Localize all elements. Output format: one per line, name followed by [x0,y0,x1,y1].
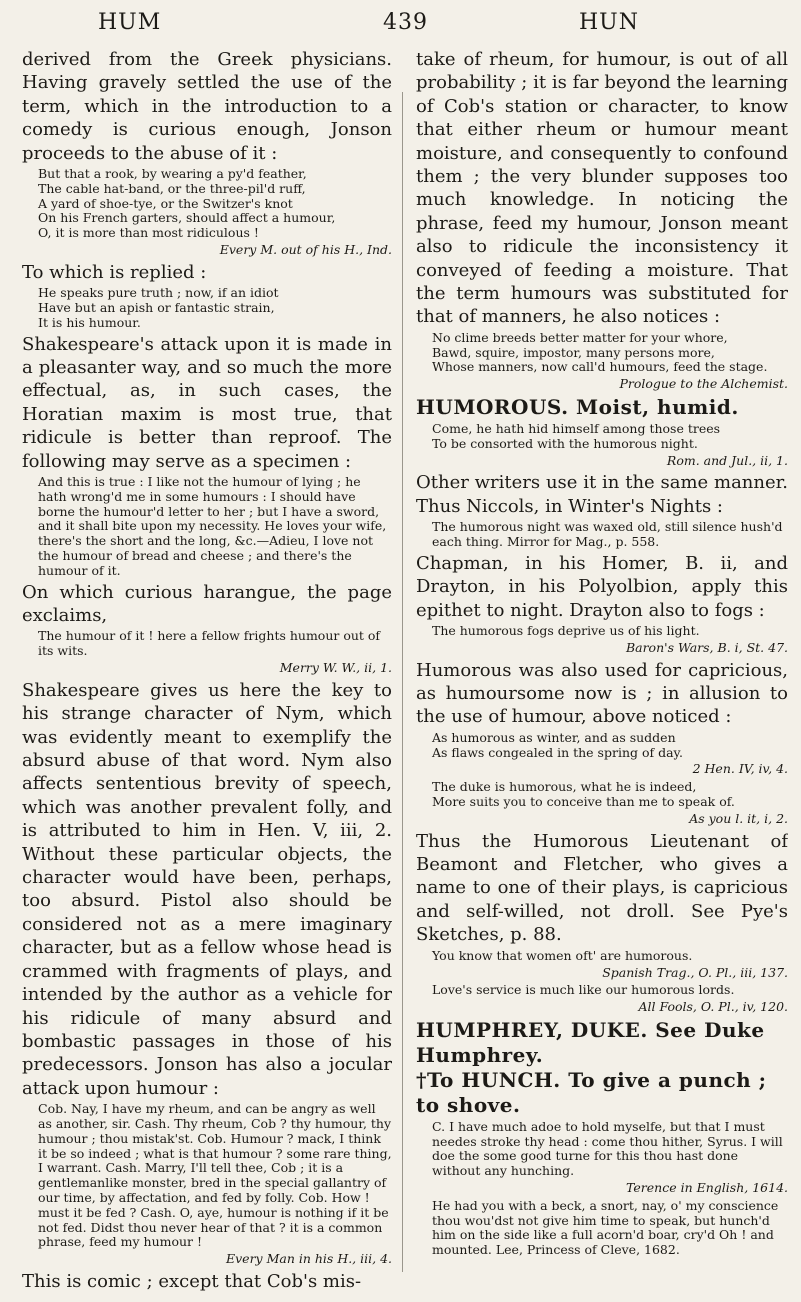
quote-line: To be consorted with the humorous night. [432,435,698,451]
quote-line: And this is true : I like not the humour of lying ; he hath wrong'd me in some humours : I should have borne the humour'd letter to her ; but I have a sword, and it shall bite upon my necessity. He loves your wife, there's the short and the long, &c.—Adieu, I love not the humour of bread and cheese ; and there's the humour of it. [38,474,387,578]
body-paragraph: take of rheum, for humour, is out of all probability ; it is far beyond the learning of Cob's station or character, to know that either rheum or humour meant moisture, and consequently to confound them ; the very blunder supposes too much knowledge. In noticing the phrase, feed my humour, Jonson meant also to ridicule the inconsistency it conveyed of feeding a moisture. That the term humours was substituted for that of manners, he also notices : [416,49,788,328]
citation: Rom. and Jul., ii, 1. [666,452,788,468]
quotation [22,1102,392,1250]
left-column [22,48,392,1298]
quote-line: Love's service is much like our humorous lords. [432,982,735,998]
citation: As you l. it, i, 2. [689,810,788,826]
quotation [416,731,788,761]
citation: Terence in English, 1614. [626,1180,788,1196]
quote-line: He speaks pure truth ; now, if an idiot [38,285,279,301]
quote-line: The humorous night was waxed old, still silence hush'd each thing. Mirror for Mag., p. 558. [432,519,783,550]
citation: Baron's Wars, B. i, St. 47. [625,639,788,655]
citation: Merry W. W., ii, 1. [279,660,392,676]
quotation [416,983,788,998]
quotation [416,780,788,810]
quote-line: The humorous fogs deprive us of his light. [432,623,700,639]
body-paragraph: Humorous was also used for capricious, as humoursome now is ; in allusion to the use of humour, above noticed : [416,659,788,728]
entry-headword: HUMOROUS. Moist, humid. [416,395,739,420]
body-paragraph: On which curious harangue, the page exclaims, [22,581,392,627]
quote-line: He had you with a beck, a snort, nay, o' my conscience thou wou'dst not give him time to speak, but hunch'd him on the side like a full acorn'd boar, cry'd Oh ! and mounted. Lee, Princess of Cleve, 1682. [432,1197,779,1258]
body-paragraph: derived from the Greek physicians. Having gravely settled the use of the term, which in the introduction to a comedy is curious enough, Jonson proceeds to the abuse of it : [22,49,392,164]
quote-line: But that a rook, by wearing a py'd feather, [38,166,307,182]
body-paragraph: Thus the Humorous Lieutenant of Beamont and Fletcher, who gives a name to one of their plays, is capricious and self-willed, not droll. See Pye's Sketches, p. 88. [416,830,788,946]
quote-line: More suits you to conceive than me to speak of. [432,794,735,810]
quote-line: It is his humour. [38,314,141,330]
body-paragraph: This is comic ; except that Cob's mis- [22,1270,362,1292]
citation: Spanish Trag., O. Pl., iii, 137. [602,964,788,980]
body-paragraph: To which is replied : [22,261,207,283]
quote-line: As flaws congealed in the spring of day. [432,744,683,760]
quotation [416,520,788,550]
page-header [0,10,801,44]
quote-line: As humorous as winter, and as sudden [432,729,676,745]
citation: Every Man in his H., iii, 4. [225,1251,392,1267]
quotation [416,331,788,375]
citation: 2 Hen. IV, iv, 4. [692,761,788,777]
quotation [22,475,392,579]
quote-line: The duke is humorous, what he is indeed, [432,779,697,795]
quote-line: C. I have much adoe to hold myselfe, but that I must needes stroke thy head : come thou hither, Syrus. I will doe the some good turne for this thou hast done without any hunching. [432,1118,783,1179]
quotation [416,1199,788,1258]
quote-line: Have but an apish or fantastic strain, [38,300,275,316]
quotation [416,422,788,452]
quote-line: On his French garters, should affect a humour, [38,210,336,226]
quote-line: Whose manners, now call'd humours, feed the stage. [432,359,768,375]
quote-line: The cable hat-band, or the three-pil'd ruff, [38,180,306,196]
entry-headword: HUMPHREY, DUKE. See Duke Humphrey. [416,1017,765,1067]
entry-headword: †To HUNCH. To give a punch ; to shove. [416,1067,767,1117]
quote-line: O, it is more than most ridiculous ! [38,225,259,241]
header-right-word: HUN [579,10,639,35]
citation: Prologue to the Alchemist. [619,376,788,392]
body-paragraph: Chapman, in his Homer, B. ii, and Drayton, in his Polyolbion, apply this epithet to night. Drayton also to fogs : [416,552,788,621]
citation: All Fools, O. Pl., iv, 120. [638,999,788,1015]
body-paragraph: Shakespeare's attack upon it is made in a pleasanter way, and so much the more effectual, as, in such cases, the Horatian maxim is most true, that ridicule is better than reproof. The following may serve as a specimen : [22,333,392,472]
body-paragraph: Shakespeare gives us here the key to his strange character of Nym, which was evidently meant to exemplify the absurd abuse of that word. Nym also affects sententious brevity of speech, which was another prevalent folly, and is attributed to him in Hen. V, iii, 2. Without these particular objects, the character would have been, perhaps, too absurd. Pistol also should be considered not as a mere imaginary character, but as a fellow whose head is crammed with fragments of plays, and intended by the author as a vehicle for his ridicule of many absurd and bombastic passages in those of his predecessors. Jonson has also a jocular attack upon humour : [22,679,392,1099]
page-number: 439 [383,10,428,35]
right-column [416,48,788,1298]
quote-line: Come, he hath hid himself among those trees [432,421,721,437]
quote-line: A yard of shoe-tye, or the Switzer's knot [38,195,293,211]
quotation [416,1120,788,1179]
body-paragraph: Other writers use it in the same manner. Thus Niccols, in Winter's Nights : [416,472,788,517]
quote-line: The humour of it ! here a fellow frights humour out of its wits. [38,628,381,659]
quotation [22,629,392,659]
quote-line: No clime breeds better matter for your whore, [432,329,728,345]
column-divider [402,92,403,1272]
quotation [22,167,392,241]
quote-line: You know that women oft' are humorous. [432,947,693,963]
quotation [416,949,788,964]
quote-line: Cob. Nay, I have my rheum, and can be angry as well as another, sir. Cash. Thy rheum, Cob ? thy humour, thy humour ; thou mistak'st. Cob. Humour ? mack, I think it be so indeed ; what is that humour ? some rare thing, I warrant. Cash. Marry, I'll tell thee, Cob ; it is a gentlemanlike monster, bred in the special gallantry of our time, by affectation, and fed by folly. Cob. How ! must it be fed ? Cash. O, aye, humour is nothing if it be not fed. Didst thou never hear of that ? it is a common phrase, feed my humour ! [38,1101,392,1250]
quotation [22,286,392,330]
citation: Every M. out of his H., Ind. [219,242,392,258]
quotation [416,624,788,639]
header-left-word: HUM [98,10,162,35]
quote-line: Bawd, squire, impostor, many persons more, [432,344,715,360]
